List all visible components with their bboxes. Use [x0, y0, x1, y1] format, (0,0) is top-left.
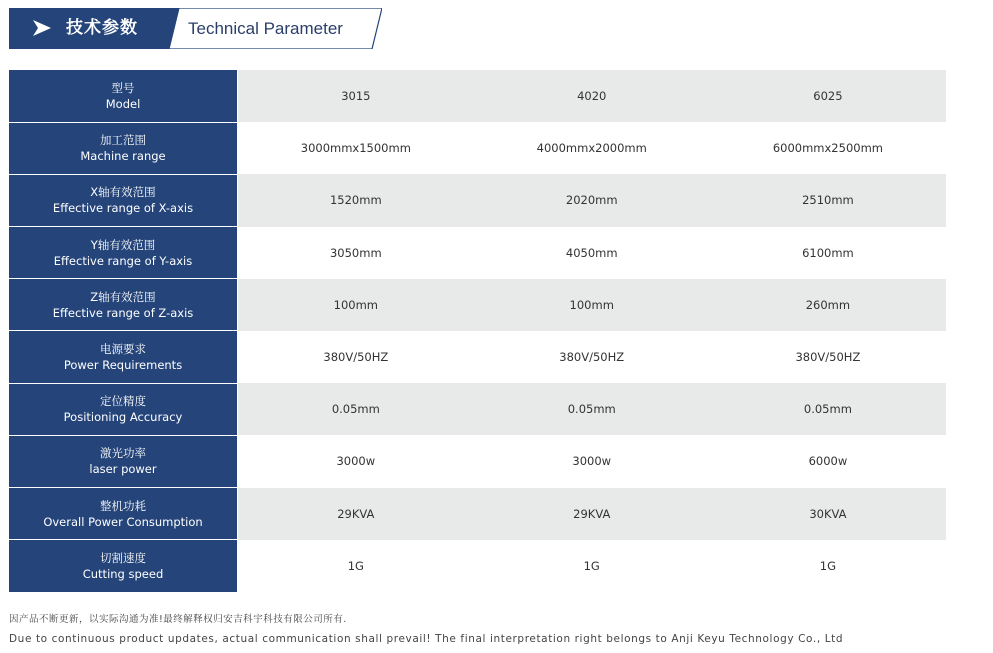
table-row	[9, 122, 946, 174]
table-cell: 3000w	[238, 435, 474, 487]
row-label-en: Power Requirements	[63, 358, 183, 373]
row-label-cn: 加工范围	[100, 133, 146, 148]
row-label	[9, 174, 238, 226]
row-label-cn: 激光功率	[100, 446, 146, 461]
table-row	[9, 70, 946, 122]
table-cell: 3000w	[474, 435, 710, 487]
table-row	[9, 227, 946, 279]
row-label-en: Positioning Accuracy	[63, 410, 183, 425]
table-cell: 1G	[238, 540, 474, 592]
table-cell: 4000mmx2000mm	[474, 122, 710, 174]
row-label-en: Effective range of X-axis	[52, 201, 194, 216]
table-row	[9, 540, 946, 592]
table-cell: 29KVA	[474, 488, 710, 540]
row-label-cn: 定位精度	[100, 394, 146, 409]
table-cell: 100mm	[474, 279, 710, 331]
row-label-cn: Y轴有效范围	[90, 237, 156, 252]
row-label-en: Machine range	[80, 149, 166, 164]
table-cell: 4020	[474, 70, 710, 122]
table-cell: 1G	[474, 540, 710, 592]
row-label-cn: 电源要求	[100, 342, 146, 357]
table-row	[9, 488, 946, 540]
table-cell: 0.05mm	[710, 383, 946, 435]
table-cell: 1520mm	[238, 174, 474, 226]
table-cell: 6000w	[710, 435, 946, 487]
table-row	[9, 279, 946, 331]
row-label	[9, 488, 238, 540]
row-label-en: laser power	[89, 462, 157, 477]
table-cell: 3000mmx1500mm	[238, 122, 474, 174]
table-cell: 380V/50HZ	[238, 331, 474, 383]
section-header	[9, 8, 382, 49]
table-cell: 2510mm	[710, 174, 946, 226]
row-label	[9, 331, 238, 383]
table-cell: 380V/50HZ	[474, 331, 710, 383]
table-cell: 29KVA	[238, 488, 474, 540]
row-label-cn: 切割速度	[100, 551, 146, 566]
table-row	[9, 383, 946, 435]
header-title-en: Technical Parameter	[188, 19, 343, 38]
row-label	[9, 70, 238, 122]
table-cell: 100mm	[238, 279, 474, 331]
footnote-cn: 因产品不断更新，以实际沟通为准!最终解释权归安吉科宇科技有限公司所有.	[9, 614, 347, 625]
row-label	[9, 383, 238, 435]
row-label	[9, 435, 238, 487]
table-cell: 6100mm	[710, 227, 946, 279]
row-label	[9, 227, 238, 279]
row-label-cn: 型号	[111, 80, 135, 95]
spec-table	[9, 70, 946, 592]
table-cell: 6000mmx2500mm	[710, 122, 946, 174]
row-label-cn: X轴有效范围	[90, 185, 156, 200]
row-label	[9, 279, 238, 331]
table-cell: 2020mm	[474, 174, 710, 226]
table-cell: 6025	[710, 70, 946, 122]
table-cell: 0.05mm	[474, 383, 710, 435]
table-row	[9, 331, 946, 383]
row-label-en: Effective range of Z-axis	[52, 305, 194, 320]
row-label	[9, 122, 238, 174]
table-row	[9, 174, 946, 226]
footnote-en: Due to continuous product updates, actual communication shall prevail! The final interpretation right belongs to Anji Keyu Technology Co., Ltd	[9, 633, 844, 645]
table-cell: 4050mm	[474, 227, 710, 279]
row-label-en: Cutting speed	[82, 567, 164, 582]
table-row	[9, 435, 946, 487]
table-cell: 380V/50HZ	[710, 331, 946, 383]
row-label-en: Overall Power Consumption	[43, 514, 203, 529]
row-label-cn: 整机功耗	[100, 498, 146, 513]
arrow-right-icon	[33, 20, 51, 36]
header-title-cn: 技术参数	[66, 18, 138, 38]
row-label-en: Effective range of Y-axis	[53, 253, 193, 268]
row-label-en: Model	[105, 96, 141, 111]
table-cell: 1G	[710, 540, 946, 592]
table-cell: 3050mm	[238, 227, 474, 279]
table-cell: 30KVA	[710, 488, 946, 540]
table-cell: 260mm	[710, 279, 946, 331]
table-cell: 3015	[238, 70, 474, 122]
table-cell: 0.05mm	[238, 383, 474, 435]
row-label-cn: Z轴有效范围	[90, 289, 156, 304]
row-label	[9, 540, 238, 592]
